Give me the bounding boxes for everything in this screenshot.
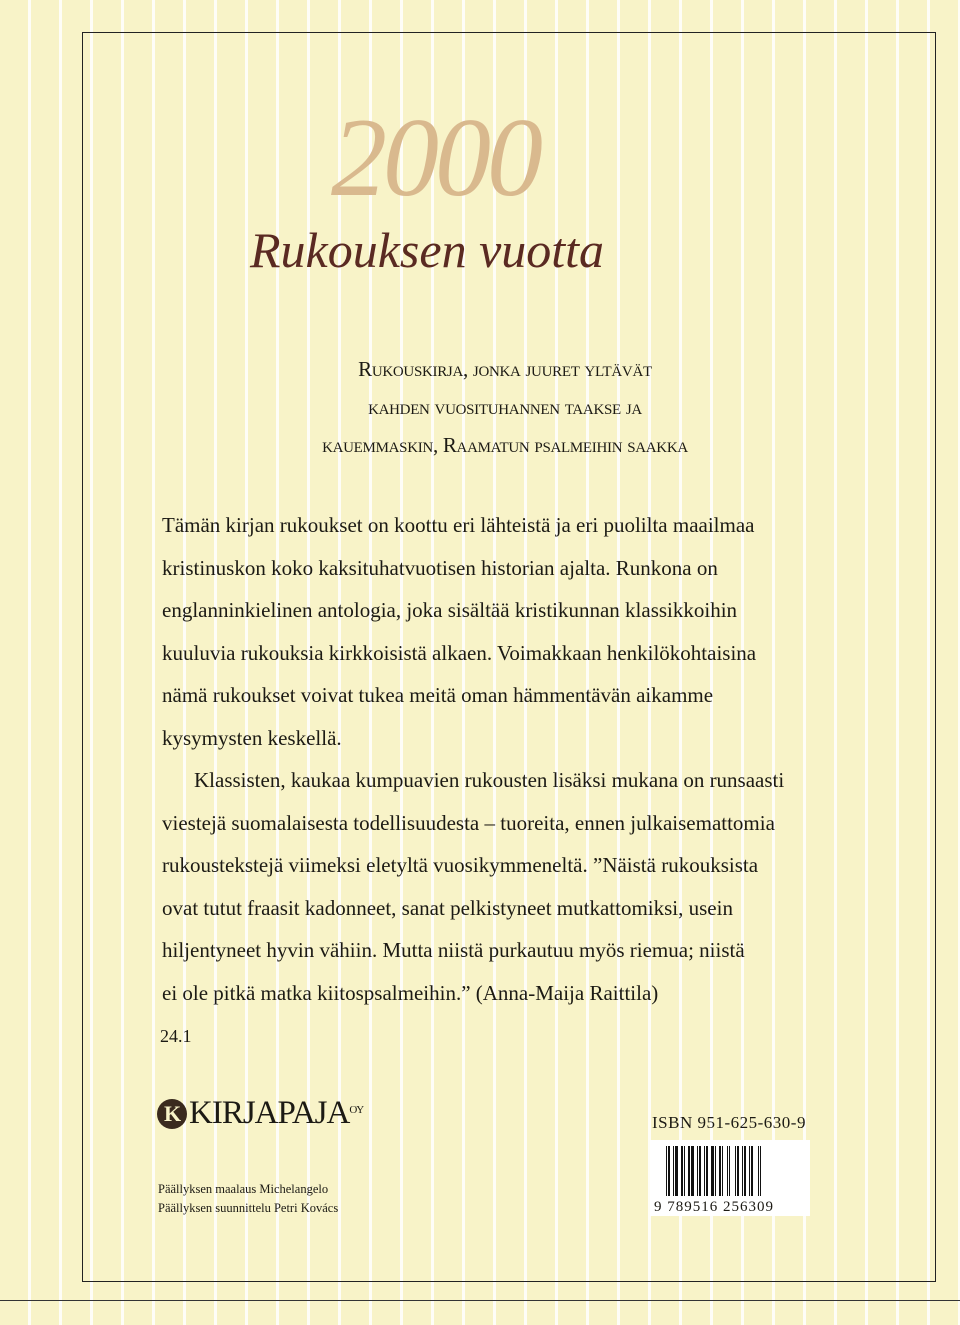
barcode-bar	[715, 1146, 716, 1196]
blurb-line: nämä rukoukset voivat tukea meitä oman hämmentävän aikamme	[162, 683, 714, 707]
barcode-bar	[742, 1146, 743, 1196]
barcode-bar	[719, 1146, 721, 1196]
barcode-bar	[681, 1146, 683, 1196]
subtitle-line: Rukouskirja, jonka juuret yltävät	[358, 357, 652, 381]
barcode-bar	[744, 1146, 746, 1196]
barcode-bar	[695, 1146, 696, 1196]
classification-code: 24.1	[160, 1026, 192, 1046]
barcode-bar	[751, 1146, 753, 1196]
isbn: ISBN 951-625-630-9	[652, 1113, 806, 1132]
barcode-bar	[731, 1146, 734, 1196]
barcode-bar	[671, 1146, 672, 1196]
barcode-bar	[729, 1146, 730, 1196]
blurb-line: englanninkielinen antologia, joka sisältää kristikunnan klassikkoihin	[162, 598, 738, 622]
barcode-bar	[758, 1146, 759, 1196]
blurb-line: ovat tutut fraasit kadonneet, sanat pelkistyneet mutkattomiksi, usein	[162, 895, 733, 920]
title-number: 2000	[331, 96, 539, 220]
barcode-bar	[735, 1146, 736, 1196]
page-edge-line	[0, 1300, 960, 1301]
blurb-line: ei ole pitkä matka kiitospsalmeihin.” (Anna-Maija Raittila)	[162, 980, 659, 1005]
blurb-line: Klassisten, kaukaa kumpuavien rukousten lisäksi mukana on runsaasti	[194, 768, 785, 792]
barcode-number: 9 789516 256309	[654, 1199, 774, 1215]
publisher-logo	[157, 1095, 363, 1132]
barcode-bar	[727, 1146, 728, 1196]
publisher-name: KIRJAPAJA	[189, 1095, 350, 1131]
barcode-bar	[704, 1146, 705, 1196]
barcode-bar	[717, 1146, 718, 1196]
subtitle-line: kahden vuosituhannen taakse ja	[368, 395, 642, 419]
barcode-bar	[706, 1146, 708, 1196]
blurb-line: rukoustekstejä viimeksi eletyltä vuosikymmeneltä. ”Näistä rukouksista	[162, 853, 759, 877]
publisher-suffix: OY	[349, 1103, 364, 1116]
barcode-bar	[691, 1146, 694, 1196]
barcode-bar	[754, 1146, 757, 1196]
barcode-bar	[747, 1146, 748, 1196]
blurb	[162, 504, 834, 1014]
barcode-bar	[697, 1146, 698, 1196]
blurb-line: hiljentyneet hyvin vähiin. Mutta niistä purkautuu myös riemua; niistä	[162, 938, 745, 962]
credit-line: Päällyksen suunnittelu Petri Kovács	[158, 1201, 339, 1215]
barcode-bar	[699, 1146, 701, 1196]
barcode-bars	[666, 1146, 806, 1196]
publisher-mark-icon: K	[157, 1099, 187, 1129]
barcode-bar	[737, 1146, 739, 1196]
barcode-bar	[679, 1146, 680, 1196]
blurb-line: Tämän kirjan rukoukset on koottu eri lähteistä ja eri puolilta maailmaa	[162, 513, 755, 537]
barcode	[650, 1140, 810, 1216]
barcode-bar	[724, 1146, 726, 1196]
barcode-bar	[686, 1146, 687, 1196]
credit-line: Päällyksen maalaus Michelangelo	[158, 1182, 329, 1196]
barcode-bar	[702, 1146, 703, 1196]
blurb-line: viestejä suomalaisesta todellisuudesta – tuoreita, ennen julkaisemattomia	[162, 810, 775, 835]
barcode-bar	[668, 1146, 670, 1196]
barcode-bar	[722, 1146, 723, 1196]
credits	[158, 1180, 338, 1218]
blurb-line: kysymysten keskellä.	[162, 725, 342, 750]
barcode-bar	[711, 1146, 714, 1196]
barcode-bar	[688, 1146, 690, 1196]
subtitle-line: kauemmaskin, Raamatun psalmeihin saakka	[322, 433, 688, 457]
barcode-bar	[673, 1146, 674, 1196]
barcode-bar	[675, 1146, 678, 1196]
barcode-bar	[740, 1146, 741, 1196]
subtitle	[200, 350, 810, 464]
blurb-line: kuuluvia rukouksia kirkkoisistä alkaen. Voimakkaan henkilökohtaisina	[162, 640, 757, 665]
barcode-bar	[684, 1146, 685, 1196]
barcode-bar	[749, 1146, 750, 1196]
barcode-bar	[760, 1146, 761, 1196]
barcode-bar	[709, 1146, 710, 1196]
blurb-line: kristinuskon koko kaksituhatvuotisen historian ajalta. Runkona on	[162, 555, 718, 580]
title-script: Rukouksen vuotta	[250, 222, 605, 278]
barcode-bar	[666, 1146, 667, 1196]
